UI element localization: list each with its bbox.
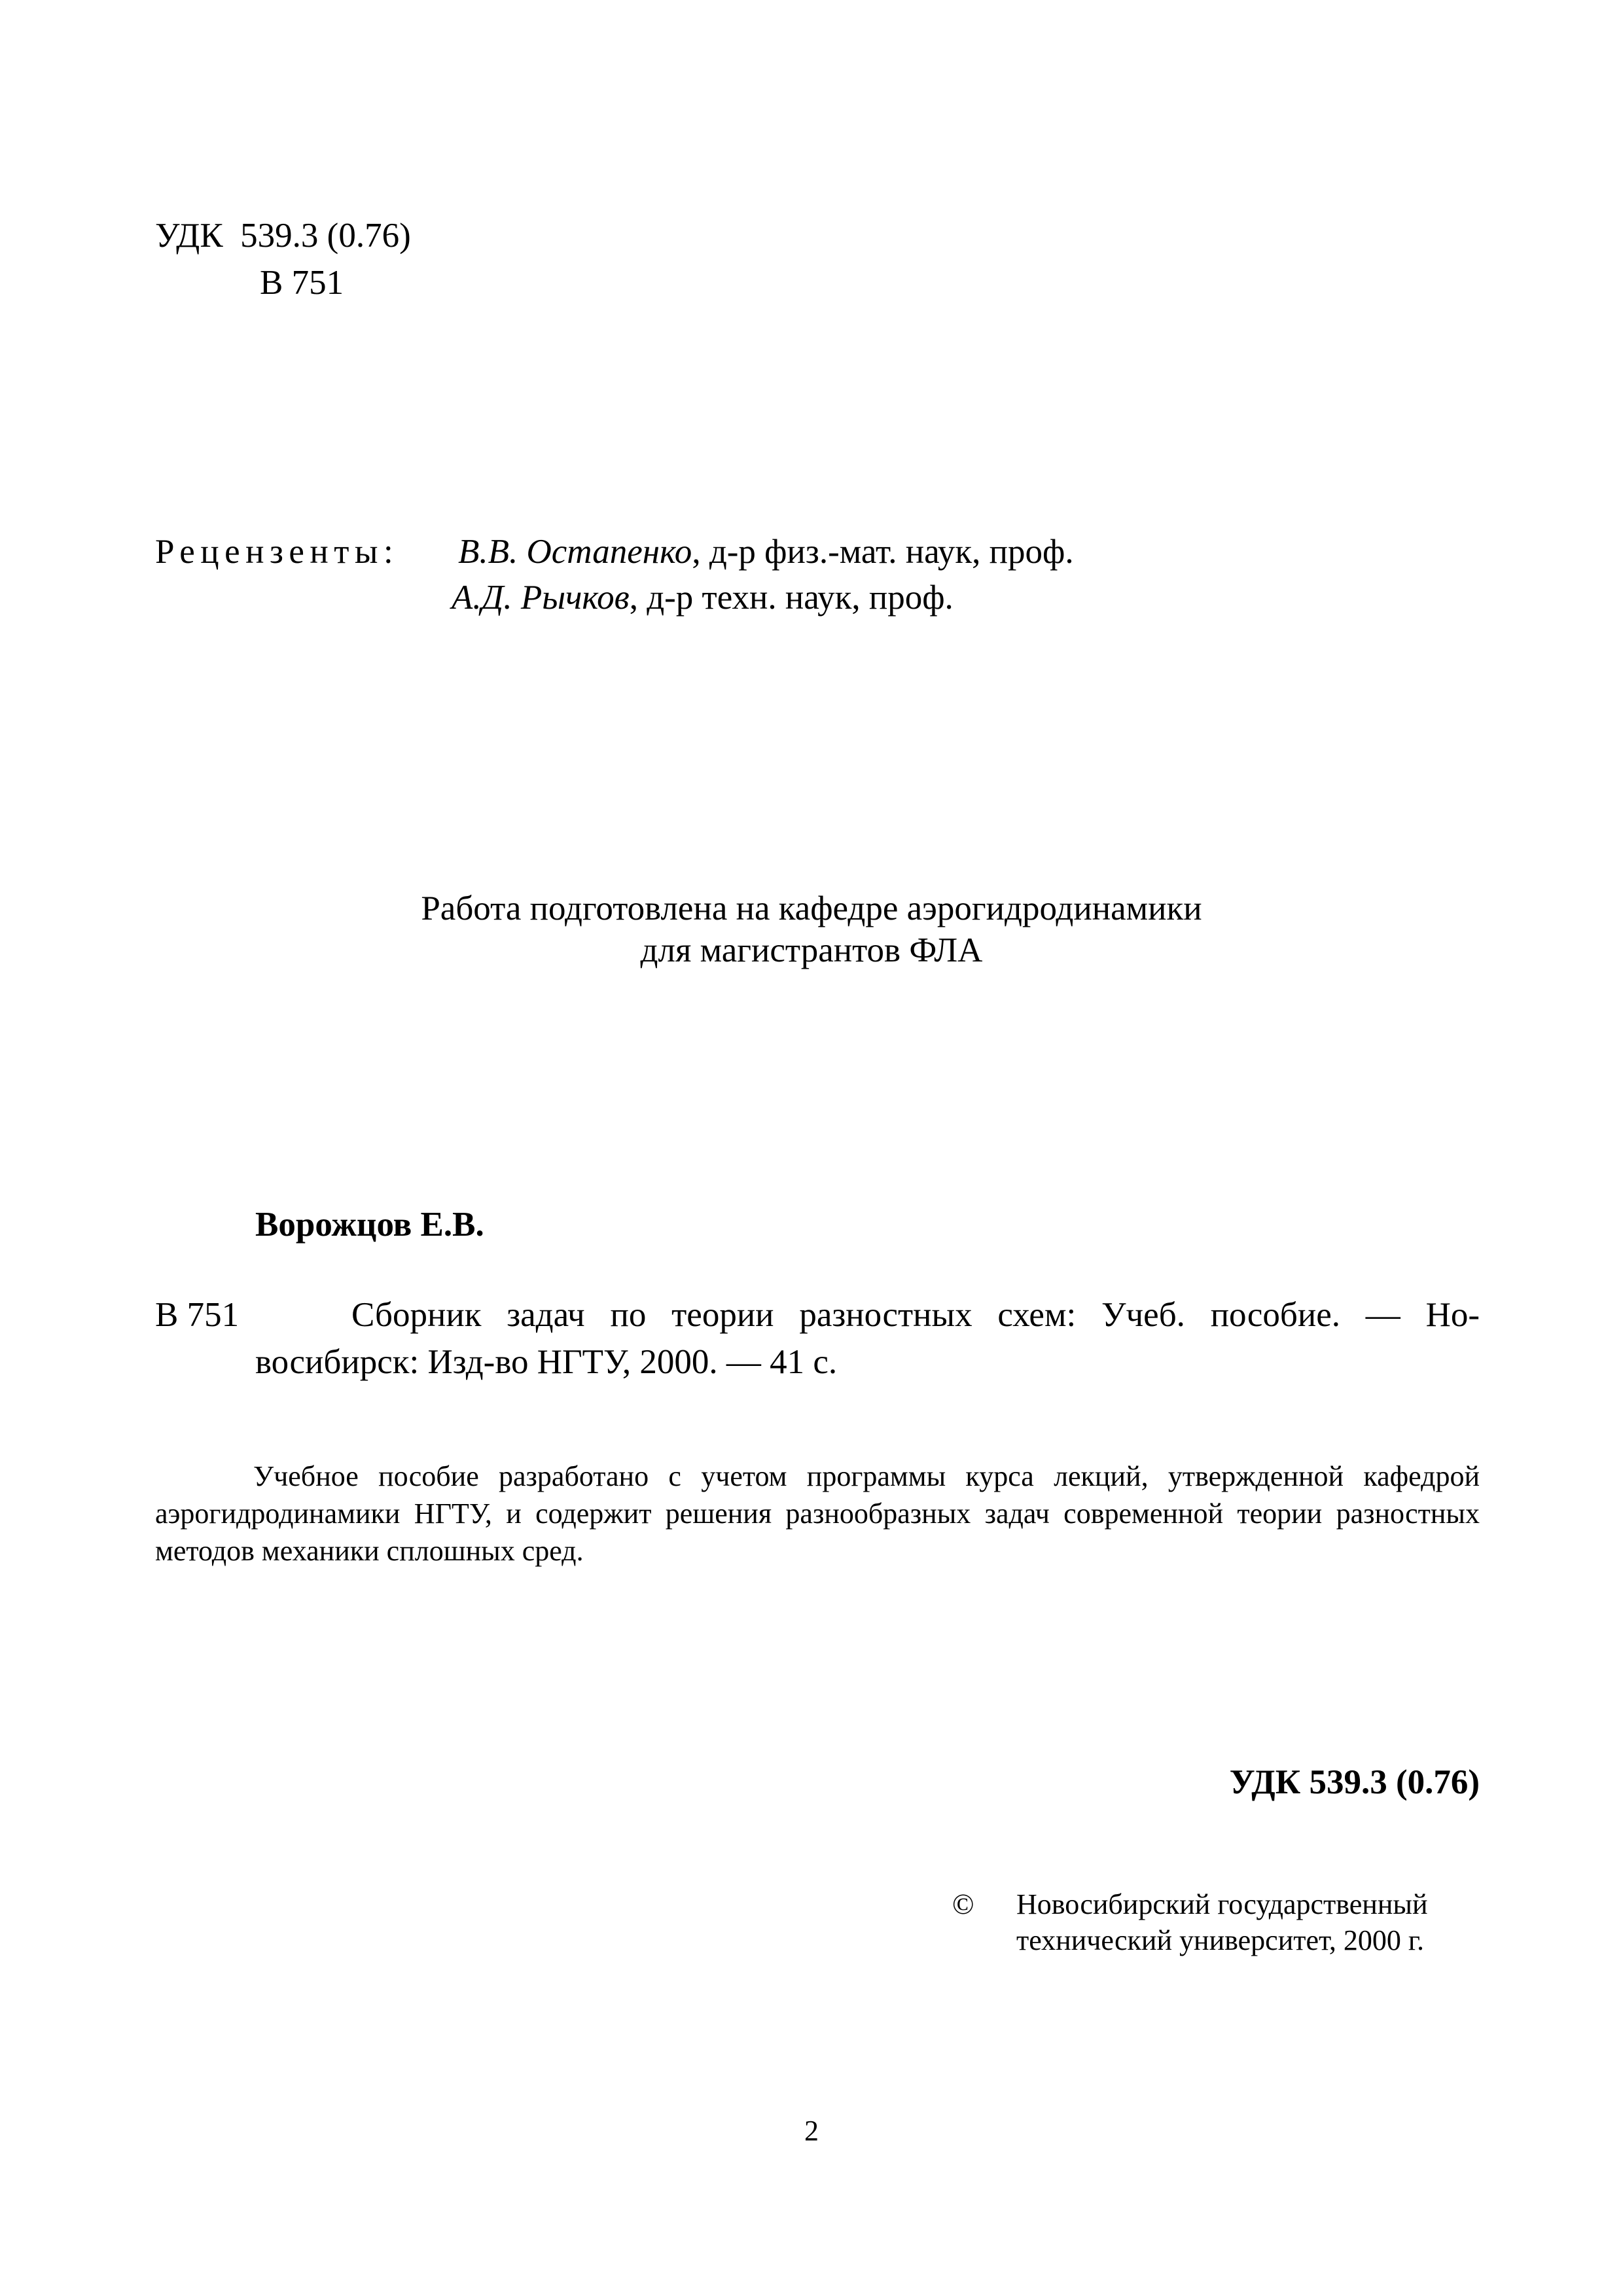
prepared-note-line-1: Работа подготовлена на кафедре аэрогидродинамики [421,889,1202,927]
author: Ворожцов Е.В. [255,1206,484,1244]
reviewer-1 [458,532,1074,572]
reviewer-2 [452,578,954,618]
reviewer-1-name: В.В. Остапенко [458,533,692,571]
reviewer-2-details: , д-р техн. наук, проф. [629,579,954,617]
bib-index: В 751 [155,1296,240,1334]
copyright-symbol: © [952,1888,974,1920]
reviewer-2-name: А.Д. Рычков [452,579,630,617]
page-number: 2 [804,2115,819,2147]
bib-line-2: восибирск: Изд-во НГТУ, 2000. — 41 с. [255,1343,838,1381]
abstract: Учебное пособие разработано с учетом программы курса лекций, утвержденной кафедрой аэрогидродинамики НГТУ, и содержит решения разнообразных задач современной теории разностных методов механики сплошных сред. [155,1460,1480,1568]
udk-code: УДК 539.3 (0.76) [155,217,411,255]
reviewer-1-details: , д-р физ.-мат. наук, проф. [692,533,1074,571]
udk-footer: УДК 539.3 (0.76) [1229,1763,1480,1801]
udk-index: В 751 [260,264,344,302]
copyright-line-1: Новосибирский государственный [1016,1888,1428,1920]
prepared-note [0,888,1623,971]
reviewers-label: Рецензенты: [155,533,399,571]
prepared-note-line-2: для магистрантов ФЛА [640,931,983,969]
bib-line-1: Сборник задач по теории разностных схем: Учеб. пособие. — Но- [351,1296,1480,1334]
copyright-line-2: технический университет, 2000 г. [1016,1924,1425,1956]
